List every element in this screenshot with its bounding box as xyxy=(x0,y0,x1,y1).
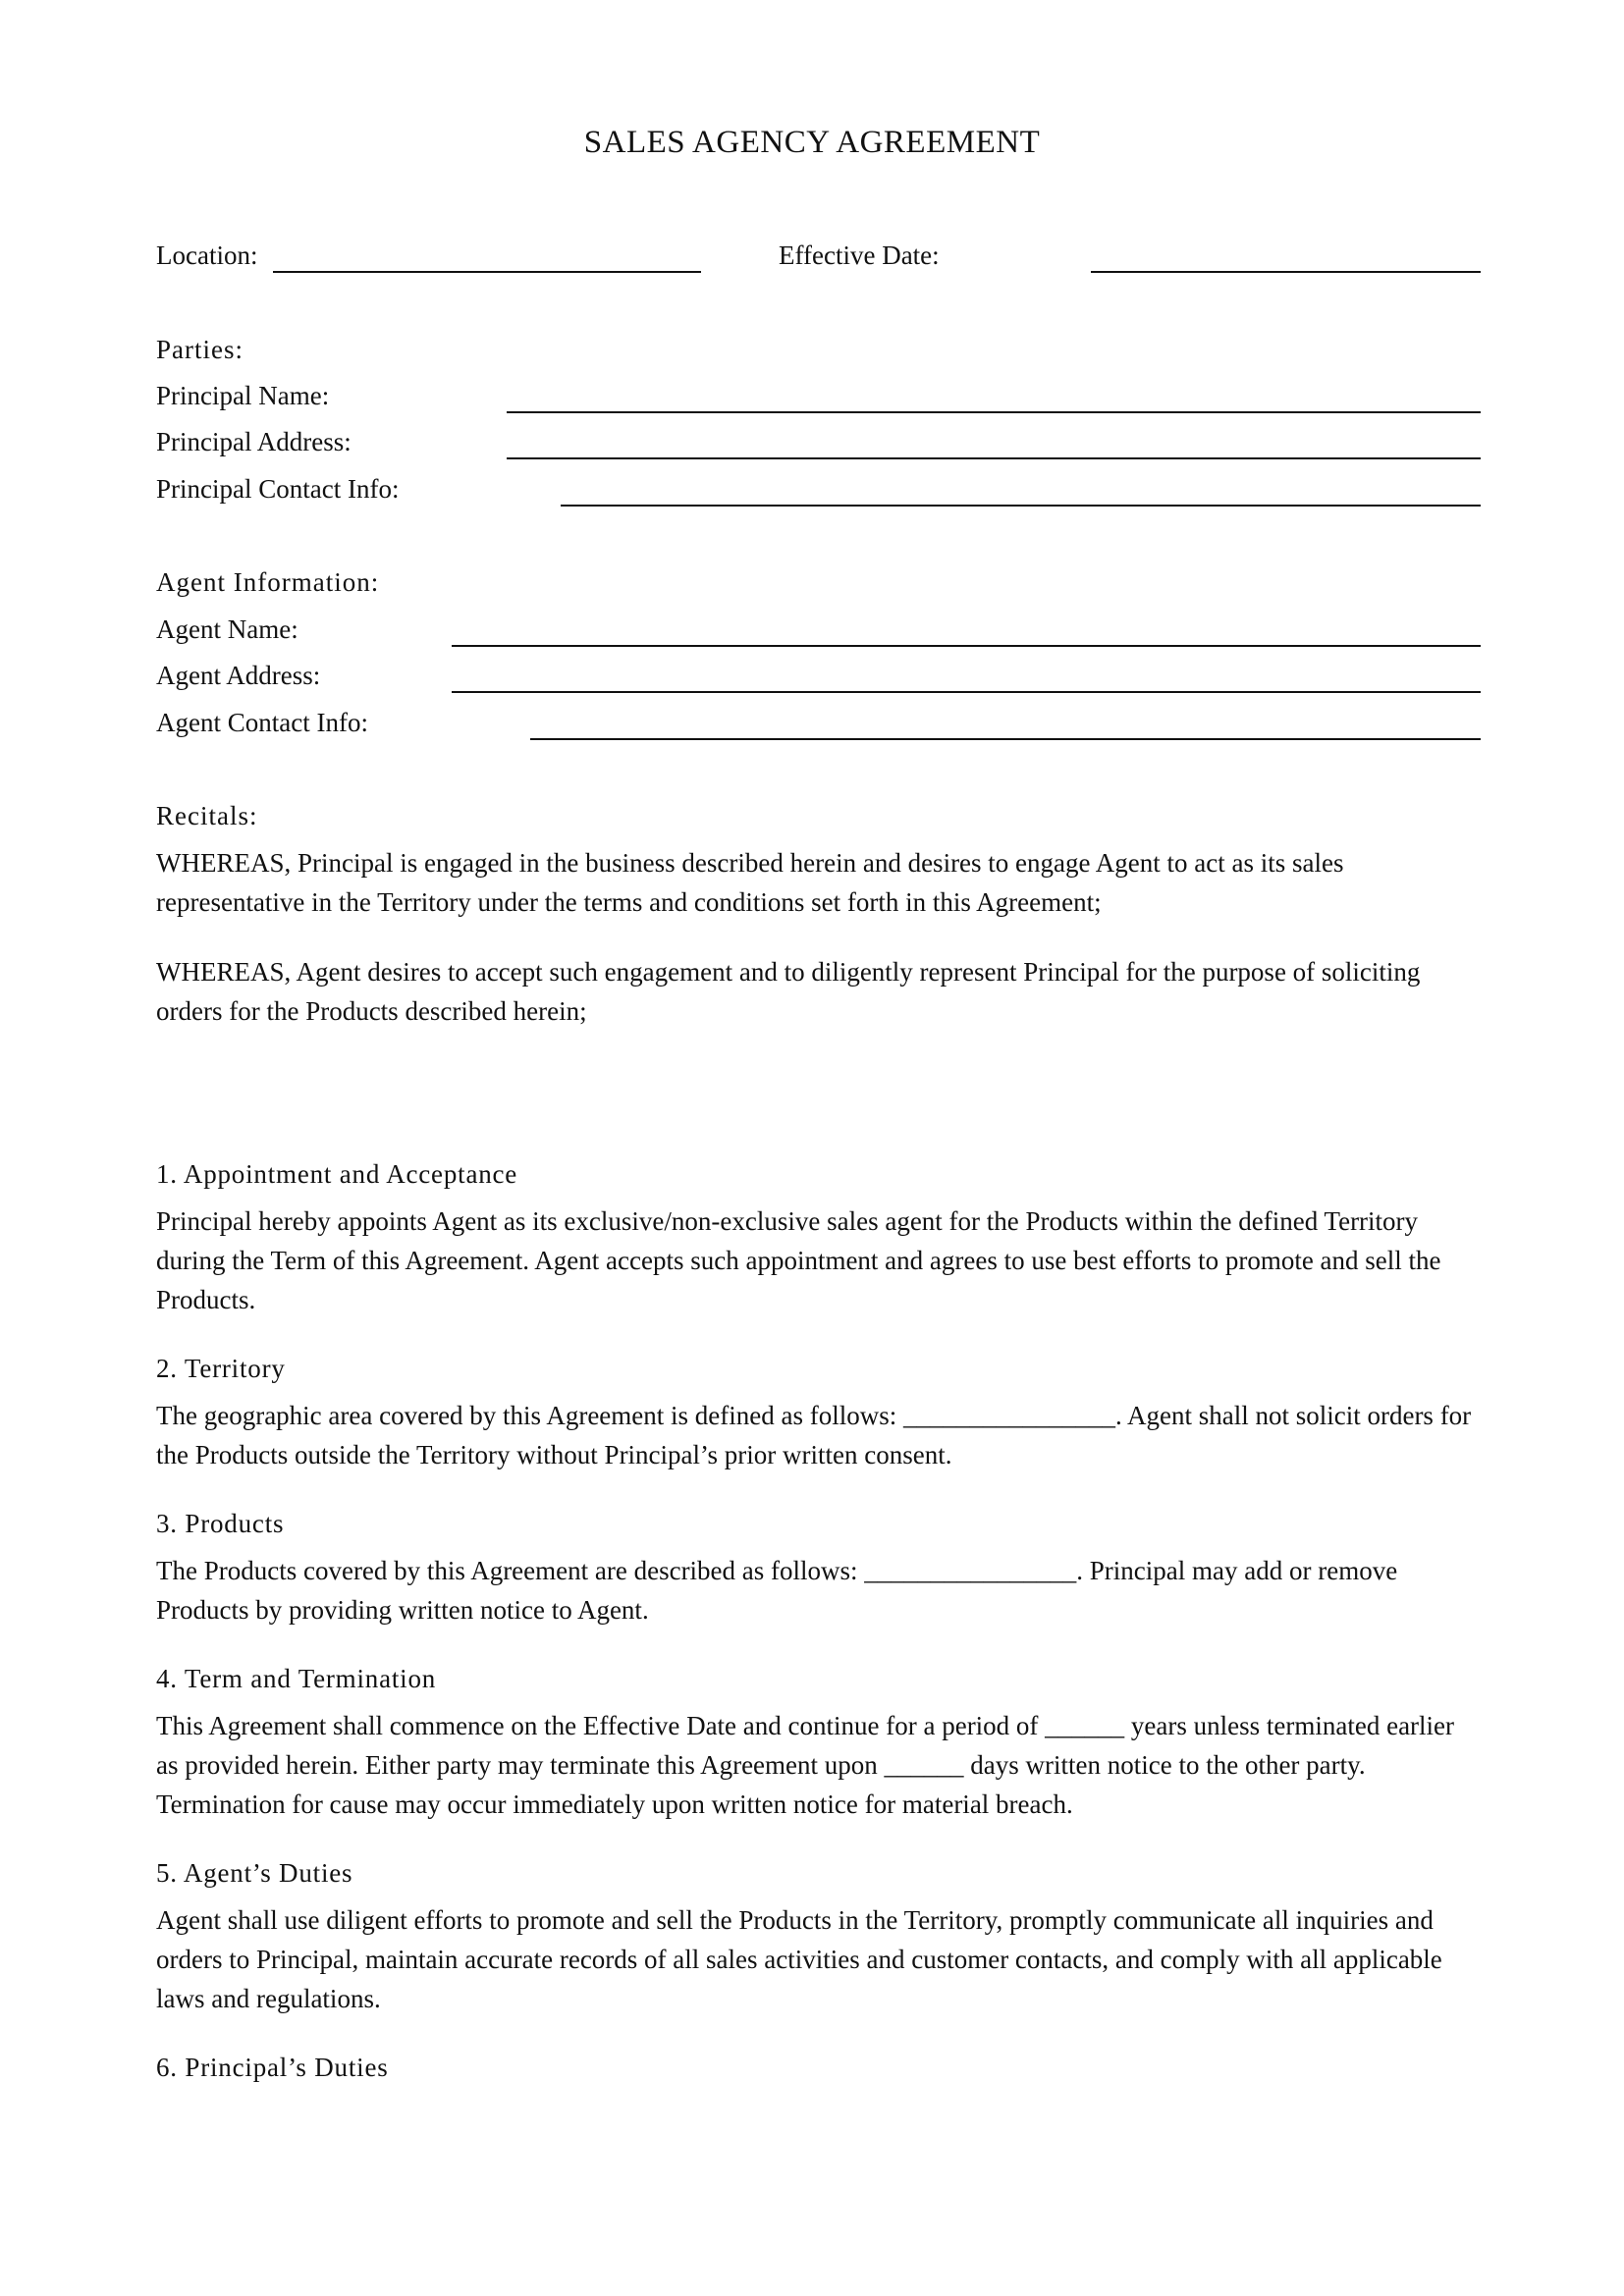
recital-paragraph-1: WHEREAS, Principal is engaged in the business described herein and desires to engage Agent to act as its sales representative in the Territory under the terms and conditions set forth in this Agreement; xyxy=(156,848,1344,917)
principal-address-label: Principal Address: xyxy=(156,427,352,456)
parties-heading: Parties: xyxy=(156,335,244,364)
agent-name-label: Agent Name: xyxy=(156,614,298,644)
section-body-products: The Products covered by this Agreement are described as follows: ________________. Principal may add or remove Products by providing written notice to Agent. xyxy=(156,1556,1398,1625)
location-field-line[interactable] xyxy=(273,271,701,273)
section-body-agent-duties: Agent shall use diligent efforts to promote and sell the Products in the Territory, promptly communicate all inquiries and orders to Principal, maintain accurate records of all sales activities and customer contacts, and comply with all applicable laws and regulations. xyxy=(156,1905,1442,2013)
principal-name-field-line[interactable] xyxy=(507,411,1481,413)
agent-info-heading: Agent Information: xyxy=(156,567,380,597)
effective-date-field-line[interactable] xyxy=(1091,271,1481,273)
agent-address-label: Agent Address: xyxy=(156,661,321,690)
section-heading-appointment: 1. Appointment and Acceptance xyxy=(156,1159,518,1189)
principal-name-label: Principal Name: xyxy=(156,381,330,410)
agent-address-field-line[interactable] xyxy=(452,691,1481,693)
agent-name-field-line[interactable] xyxy=(452,645,1481,647)
section-body-territory: The geographic area covered by this Agreement is defined as follows: ________________. Agent shall not solicit orders for the Products outside the Territory without Principal’s prior written consent. xyxy=(156,1401,1472,1469)
section-heading-term: 4. Term and Termination xyxy=(156,1664,437,1693)
location-label: Location: xyxy=(156,240,258,270)
section-heading-principal-duties: 6. Principal’s Duties xyxy=(156,2053,389,2082)
effective-date-label: Effective Date: xyxy=(779,240,940,270)
section-heading-products: 3. Products xyxy=(156,1509,285,1538)
section-heading-territory: 2. Territory xyxy=(156,1354,286,1383)
agent-contact-field-line[interactable] xyxy=(530,738,1481,740)
recital-paragraph-2: WHEREAS, Agent desires to accept such engagement and to diligently represent Principal for the purpose of soliciting orders for the Products described herein; xyxy=(156,957,1421,1026)
agent-contact-label: Agent Contact Info: xyxy=(156,708,368,737)
section-heading-agent-duties: 5. Agent’s Duties xyxy=(156,1858,353,1888)
principal-contact-field-line[interactable] xyxy=(561,505,1481,507)
recitals-heading: Recitals: xyxy=(156,801,258,830)
document-title: SALES AGENCY AGREEMENT xyxy=(583,125,1041,160)
section-body-appointment: Principal hereby appoints Agent as its exclusive/non-exclusive sales agent for the Products within the defined Territory during the Term of this Agreement. Agent accepts such appointment and agrees to use best efforts to promote and sell the Products. xyxy=(156,1206,1441,1314)
section-body-term: This Agreement shall commence on the Effective Date and continue for a period of ______ years unless terminated earlier as provided herein. Either party may terminate this Agreement upon ______ days written notice to the other party. Termination for cause may occur immediately upon written notice for material breach. xyxy=(156,1711,1455,1819)
principal-address-field-line[interactable] xyxy=(507,457,1481,459)
principal-contact-label: Principal Contact Info: xyxy=(156,474,400,504)
